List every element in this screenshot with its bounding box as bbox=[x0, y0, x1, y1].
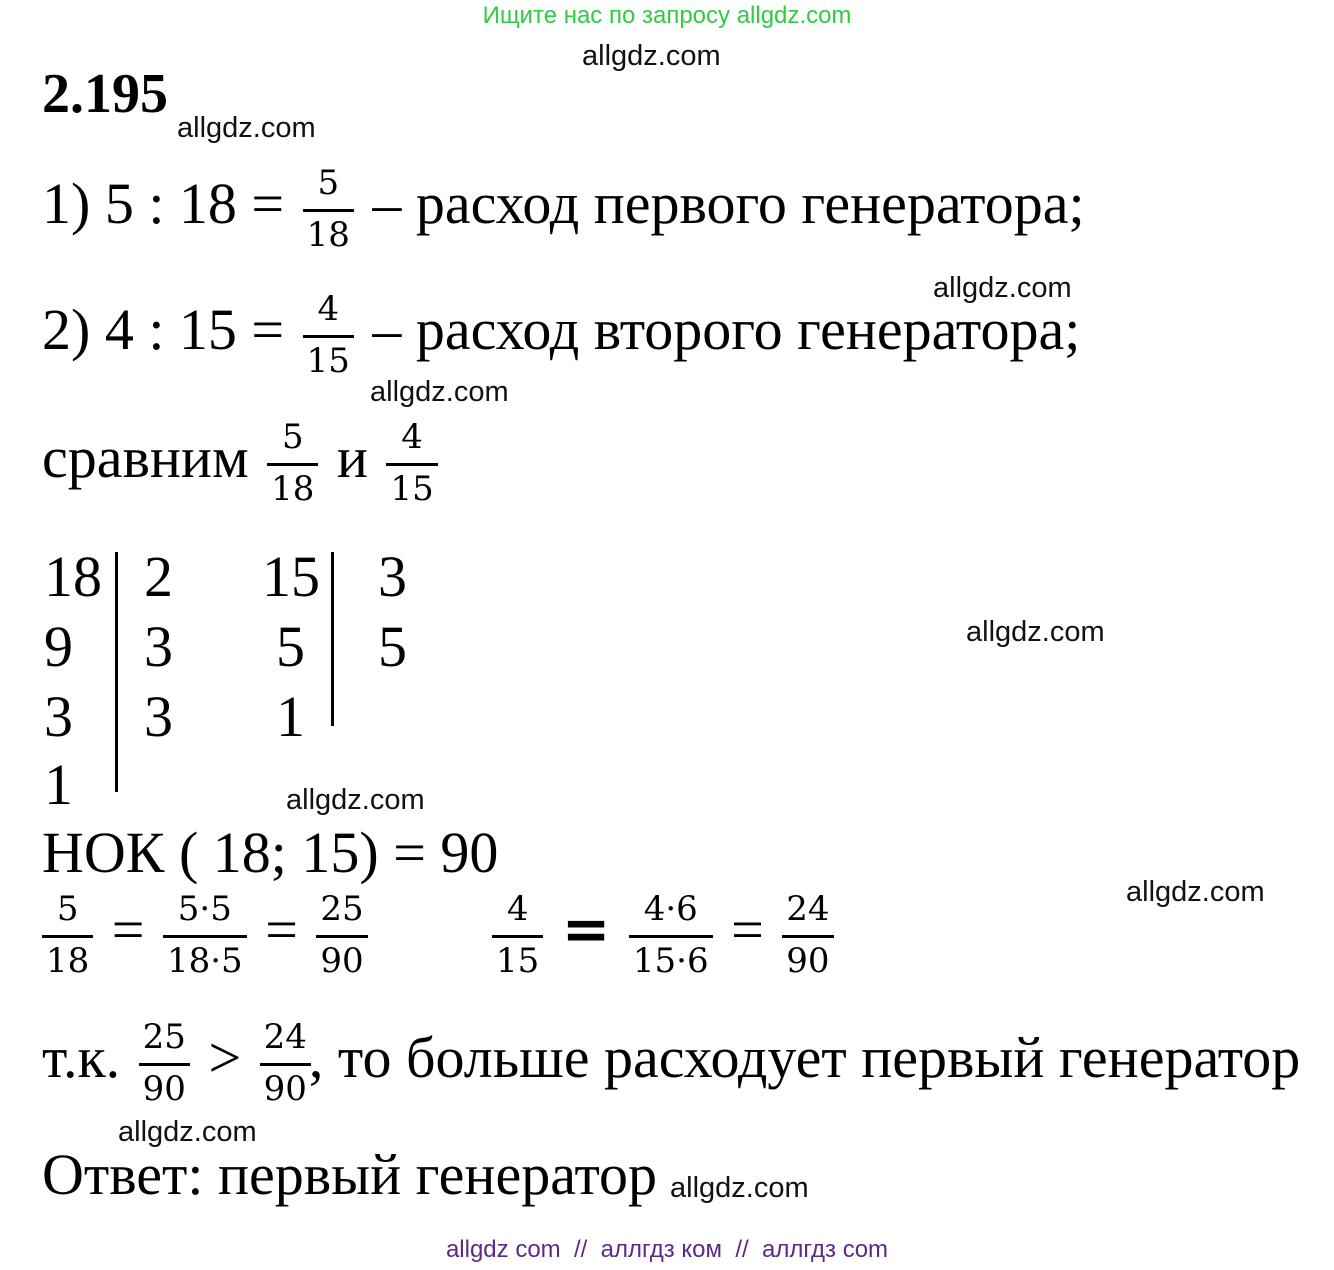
numerator: 25 bbox=[320, 889, 364, 929]
fraction bbox=[42, 890, 93, 981]
fraction bbox=[163, 890, 247, 981]
fraction bbox=[492, 890, 543, 981]
watermark: allgdz.com bbox=[582, 40, 721, 72]
denominator: 15 bbox=[492, 935, 543, 981]
step-2-suffix: – расход второго генератора; bbox=[372, 296, 1081, 362]
compare-word: сравним bbox=[42, 424, 249, 490]
numerator: 5 bbox=[317, 163, 340, 203]
conversion-2 bbox=[488, 890, 838, 981]
fraction bbox=[303, 164, 354, 255]
numerator: 25 bbox=[142, 1017, 186, 1057]
numerator: 24 bbox=[263, 1017, 307, 1057]
since-line bbox=[42, 1018, 1300, 1109]
compare-and: и bbox=[336, 424, 368, 490]
watermark: allgdz.com bbox=[933, 272, 1072, 304]
denominator: 18 bbox=[42, 935, 93, 981]
factor-left: 1 bbox=[276, 684, 305, 749]
factor-left: 18 bbox=[44, 544, 102, 609]
numerator: 4·6 bbox=[643, 889, 698, 929]
fraction bbox=[303, 290, 354, 381]
fraction bbox=[316, 890, 367, 981]
numerator: 5 bbox=[281, 417, 304, 457]
step-1 bbox=[42, 164, 1085, 255]
equals-sign: = bbox=[111, 896, 145, 962]
denominator: 15·6 bbox=[629, 935, 713, 981]
denominator: 15 bbox=[386, 463, 437, 509]
denominator: 15 bbox=[303, 335, 354, 381]
factor-left: 15 bbox=[262, 544, 320, 609]
numerator: 5 bbox=[56, 889, 79, 929]
factor-left: 9 bbox=[44, 614, 73, 679]
numerator: 24 bbox=[786, 889, 830, 929]
fraction bbox=[386, 418, 437, 509]
fraction bbox=[782, 890, 833, 981]
lcm-line: НОК ( 18; 15) = 90 bbox=[42, 820, 499, 885]
search-banner: Ищите нас по запросу allgdz.com bbox=[482, 2, 852, 29]
since-prefix: т.к. bbox=[42, 1024, 121, 1090]
denominator: 90 bbox=[316, 935, 367, 981]
denominator: 18·5 bbox=[163, 935, 247, 981]
denominator: 18 bbox=[267, 463, 318, 509]
step-2 bbox=[42, 290, 1080, 381]
divider-line bbox=[115, 552, 118, 792]
numerator: 4 bbox=[506, 889, 529, 929]
numerator: 4 bbox=[401, 417, 423, 457]
factor-right: 3 bbox=[144, 684, 173, 749]
equals-sign: = bbox=[265, 896, 298, 962]
fraction bbox=[629, 890, 713, 981]
fraction bbox=[139, 1018, 190, 1109]
watermark: allgdz.com bbox=[670, 1172, 809, 1204]
watermark: allgdz.com bbox=[966, 616, 1105, 648]
factor-left: 5 bbox=[276, 614, 305, 679]
fraction bbox=[260, 1018, 311, 1109]
numerator: 5·5 bbox=[177, 889, 232, 929]
numerator: 4 bbox=[317, 289, 340, 329]
problem-number: 2.195 bbox=[42, 63, 168, 125]
factor-right: 3 bbox=[144, 614, 173, 679]
answer-line: Ответ: первый генератор bbox=[42, 1142, 658, 1207]
watermark: allgdz.com bbox=[1126, 876, 1265, 908]
factor-left: 3 bbox=[44, 684, 73, 749]
greater-than-sign: > bbox=[208, 1024, 242, 1090]
fraction bbox=[267, 418, 318, 509]
watermark: allgdz.com bbox=[177, 112, 316, 144]
denominator: 90 bbox=[260, 1063, 311, 1109]
step-1-prefix: 1) 5 : 18 = bbox=[42, 170, 285, 236]
footer-links: allgdz com // аллгдз ком // аллгдз com bbox=[445, 1236, 889, 1263]
factor-right: 2 bbox=[144, 544, 173, 609]
conversion-1 bbox=[38, 890, 372, 981]
watermark: allgdz.com bbox=[118, 1116, 257, 1148]
denominator: 90 bbox=[139, 1063, 190, 1109]
divider-line bbox=[331, 552, 334, 726]
denominator: 90 bbox=[782, 935, 833, 981]
watermark: allgdz.com bbox=[286, 784, 425, 816]
compare-line bbox=[42, 418, 442, 509]
equals-sign: = bbox=[731, 896, 764, 962]
denominator: 18 bbox=[303, 209, 354, 255]
since-suffix: , то больше расходует первый генератор bbox=[308, 1024, 1301, 1090]
watermark: allgdz.com bbox=[370, 376, 509, 408]
factor-left: 1 bbox=[44, 752, 73, 817]
factor-right: 5 bbox=[378, 614, 407, 679]
factor-right: 3 bbox=[378, 544, 407, 609]
step-2-prefix: 2) 4 : 15 = bbox=[42, 296, 285, 362]
step-1-suffix: – расход первого генератора; bbox=[372, 170, 1085, 236]
equals-sign: = bbox=[561, 894, 611, 963]
